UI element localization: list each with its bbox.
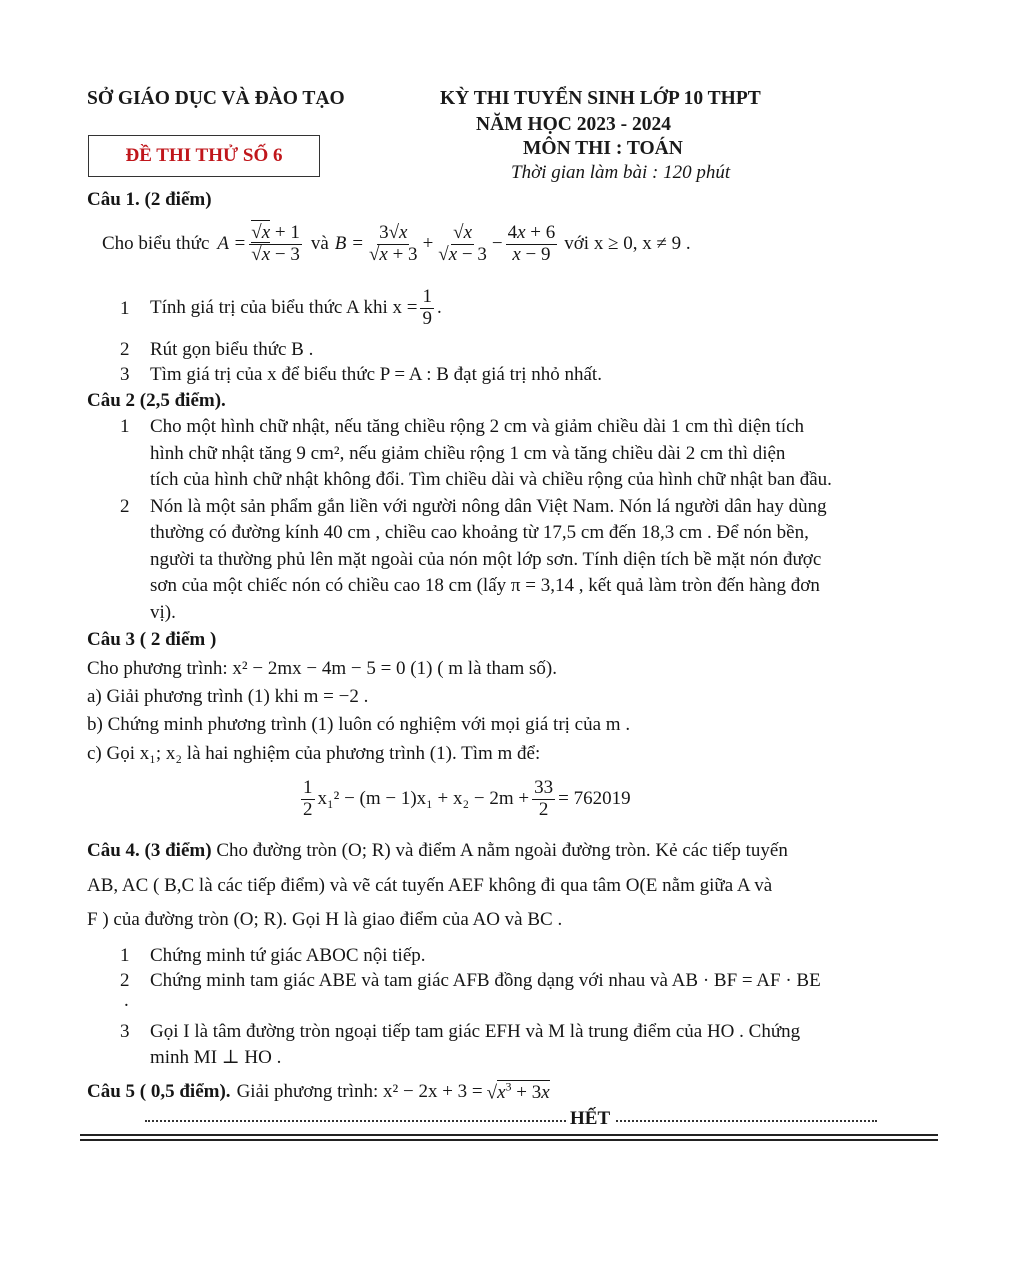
q2-title: Câu 2 (2,5 điểm). [87, 390, 226, 411]
q1-title: Câu 1. (2 điểm) [87, 189, 212, 210]
end-marker: HẾT [566, 1108, 614, 1130]
end-rule-top [80, 1134, 938, 1136]
q3-part-a: a) Giải phương trình (1) khi m = −2 . [87, 686, 369, 707]
end-rule-bottom [80, 1139, 938, 1141]
q1-item-3: Tìm giá trị của x để biểu thức P = A : B đạt giá trị nhỏ nhất. [150, 364, 602, 385]
subject: MÔN THI : TOÁN [523, 138, 683, 159]
q2-item-2-line: người ta thường phủ lên mặt ngoài của nón một lớp sơn. Tính diện tích bề mặt nón được [150, 549, 822, 570]
q4-title: Câu 4. (3 điểm) [87, 840, 212, 861]
q2-item-1-line: hình chữ nhật tăng 9 cm², nếu giảm chiều rộng 1 cm và tăng chiều dài 2 cm thì diện [150, 443, 786, 464]
mock-exam-badge: ĐỀ THI THỬ SỐ 6 [88, 135, 320, 177]
time-limit: Thời gian làm bài : 120 phút [511, 162, 731, 183]
q1-condition: với x ≥ 0, x ≠ 9 . [564, 233, 691, 255]
q4-item-number: 2 [120, 970, 130, 991]
q2-item-number: 2 [120, 496, 130, 517]
q4-item-number: 3 [120, 1021, 130, 1042]
q2-item-1-line: Cho một hình chữ nhật, nếu tăng chiều rộng 2 cm và giảm chiều dài 1 cm thì diện tích [150, 416, 805, 437]
q2-item-2-line: thường có đường kính 40 cm , chiều cao khoảng từ 17,5 cm đến 18,3 cm . Để nón bền, [150, 522, 809, 543]
q1-item-number: 2 [120, 339, 130, 360]
q1-item-1-text: Tính giá trị của biểu thức A khi x = [150, 297, 418, 319]
q3-part-c: c) Gọi x₁; x₂ là hai nghiệm của phương trình (1). Tìm m để: [87, 743, 541, 764]
q4-item-1: Chứng minh tứ giác ABOC nội tiếp. [150, 945, 426, 966]
q1-item-1: Tính giá trị của biểu thức A khi x = $\frac{1}{9}$ . [150, 286, 442, 329]
q1-item-number: 1 [120, 298, 130, 319]
school-year: NĂM HỌC 2023 - 2024 [476, 114, 671, 135]
q2-item-2-line: vị). [150, 602, 176, 623]
exam-title: KỲ THI TUYỂN SINH LỚP 10 THPT [440, 88, 761, 109]
q1-intro: Cho biểu thức [102, 233, 210, 255]
q3-intro: Cho phương trình: x² − 2mx − 4m − 5 = 0 (1) ( m là tham số). [87, 658, 557, 679]
q4-item-3-line-2: minh MI ⊥ HO . [150, 1047, 282, 1068]
q4-item-number: 1 [120, 945, 130, 966]
q2-item-2-line: Nón là một sản phẩm gắn liền với người nông dân Việt Nam. Nón lá người dân hay dùng [150, 496, 827, 517]
q2-item-number: 1 [120, 416, 130, 437]
q1-item-number: 3 [120, 364, 130, 385]
q5-line: Câu 5 ( 0,5 điểm). Giải phương trình: x² − 2x + 3 = $√x^3 + 3x$ [87, 1080, 550, 1104]
q3-equation: $\frac{1}{2}$ x₁² − (m − 1)x₁ + x₂ − 2m + $\frac{33}{2}$ = 762019 [303, 777, 631, 820]
q4-line-2: AB, AC ( B,C là các tiếp điểm) và vẽ cát tuyến AEF không đi qua tâm O(E nằm giữa A và [87, 875, 773, 896]
q4-item-2: Chứng minh tam giác ABE và tam giác AFB đồng dạng với nhau và AB · BF = AF · BE [150, 970, 821, 991]
q1-and: và [310, 233, 329, 255]
stray-period: . [124, 990, 129, 1011]
q4-text: Cho đường tròn (O; R) và điểm A nằm ngoài đường tròn. Kẻ các tiếp tuyến [216, 840, 788, 861]
q3-equation-result: = 762019 [558, 788, 631, 810]
q2-item-2-line: sơn của một chiếc nón có chiều cao 18 cm (lấy π = 3,14 , kết quả làm tròn đến hàng đơn [150, 575, 820, 596]
q5-title: Câu 5 ( 0,5 điểm). [87, 1081, 231, 1103]
q2-item-1-line: tích của hình chữ nhật không đổi. Tìm chiều dài và chiều rộng của hình chữ nhật ban đầu. [150, 469, 832, 490]
q4-item-3: Gọi I là tâm đường tròn ngoại tiếp tam giác EFH và M là trung điểm của HO . Chứng [150, 1021, 801, 1042]
q3-equation-body: x₁² − (m − 1)x₁ + x₂ − 2m + [317, 788, 530, 810]
q4-line-1 [87, 840, 788, 862]
q3-part-b: b) Chứng minh phương trình (1) luôn có nghiệm với mọi giá trị của m . [87, 714, 631, 735]
q1-expression: Cho biểu thức A = $\frac{√x + 1}{√x - 3}$ và B = $\frac{3√x}{√x + 3}$ + $\frac{√x}{√x - 3}$ − $\frac{4x + 6}{x - 9}$ với x ≥ 0, x ≠ 9 . [102, 222, 691, 265]
q1-item-2: Rút gọn biểu thức B . [150, 339, 314, 360]
department-name: SỞ GIÁO DỤC VÀ ĐÀO TẠO [87, 88, 345, 109]
end-dotted-line [145, 1112, 877, 1122]
q4-line-3: F ) của đường tròn (O; R). Gọi H là giao điểm của AO và BC . [87, 909, 563, 930]
q3-title: Câu 3 ( 2 điểm ) [87, 629, 217, 650]
q5-text: Giải phương trình: x² − 2x + 3 = [236, 1081, 483, 1103]
